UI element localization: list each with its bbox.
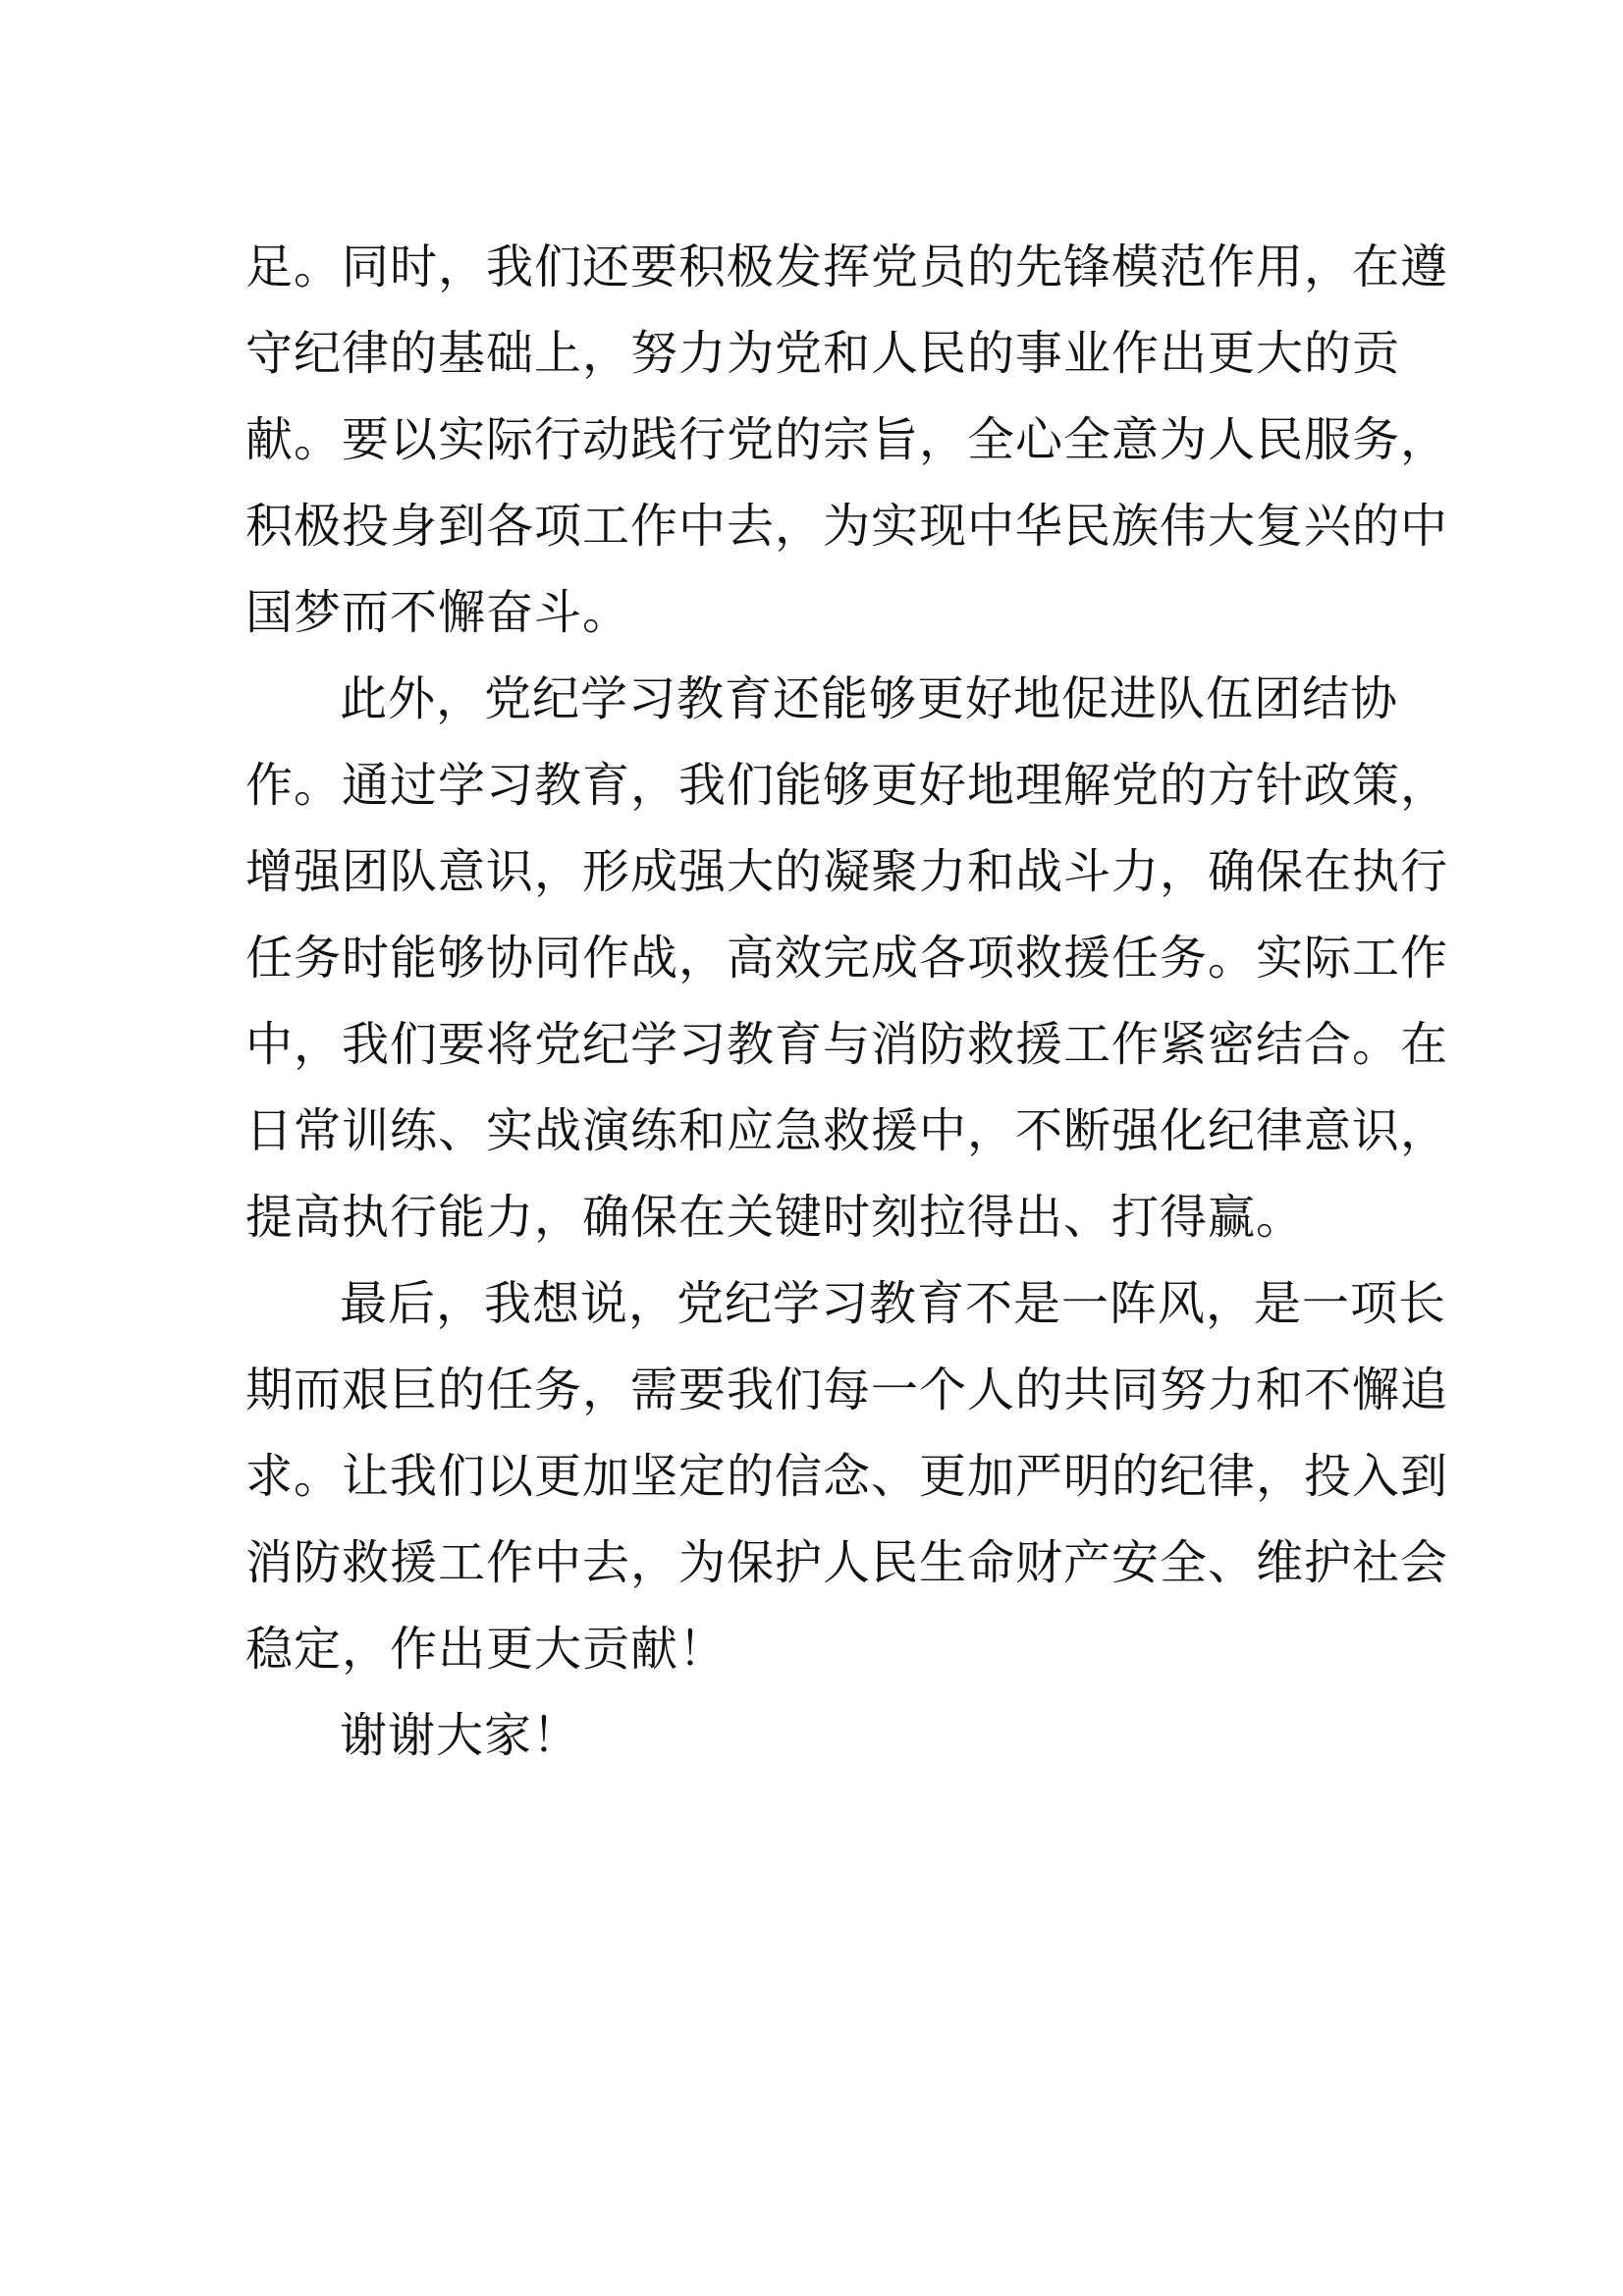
text-line: 日常训练、实战演练和应急救援中，不断强化纪律意识， [245, 1103, 1449, 1158]
text-line: 求。让我们以更加坚定的信念、更加严明的纪律，投入到 [245, 1449, 1449, 1504]
paragraph-start-line: 最后，我想说，党纪学习教育不是一阵风，是一项长 [340, 1276, 1447, 1331]
text-line: 积极投身到各项工作中去，为实现中华民族伟大复兴的中 [245, 499, 1449, 554]
document-body [245, 224, 1449, 1779]
text-line: 中，我们要将党纪学习教育与消防救援工作紧密结合。在 [245, 1017, 1449, 1072]
text-line: 足。同时，我们还要积极发挥党员的先锋模范作用，在遵 [245, 240, 1449, 294]
text-line: 期而艰巨的任务，需要我们每一个人的共同努力和不懈追 [245, 1362, 1449, 1417]
text-line: 任务时能够协同作战，高效完成各项救援任务。实际工作 [245, 931, 1449, 986]
paragraph-start-line: 此外，党纪学习教育还能够更好地促进队伍团结协 [340, 671, 1399, 726]
text-line: 作。通过学习教育，我们能够更好地理解党的方针政策， [245, 758, 1449, 813]
text-line: 献。要以实际行动践行党的宗旨，全心全意为人民服务， [245, 412, 1449, 467]
closing-line: 谢谢大家！ [340, 1708, 581, 1763]
text-line: 提高执行能力，确保在关键时刻拉得出、打得赢。 [245, 1190, 1305, 1245]
text-line: 增强团队意识，形成强大的凝聚力和战斗力，确保在执行 [245, 844, 1449, 899]
text-line: 守纪律的基础上，努力为党和人民的事业作出更大的贡 [245, 326, 1401, 381]
text-line: 国梦而不懈奋斗。 [245, 585, 631, 640]
text-line: 消防救援工作中去，为保护人民生命财产安全、维护社会 [245, 1535, 1449, 1590]
text-line: 稳定，作出更大贡献！ [245, 1622, 728, 1677]
